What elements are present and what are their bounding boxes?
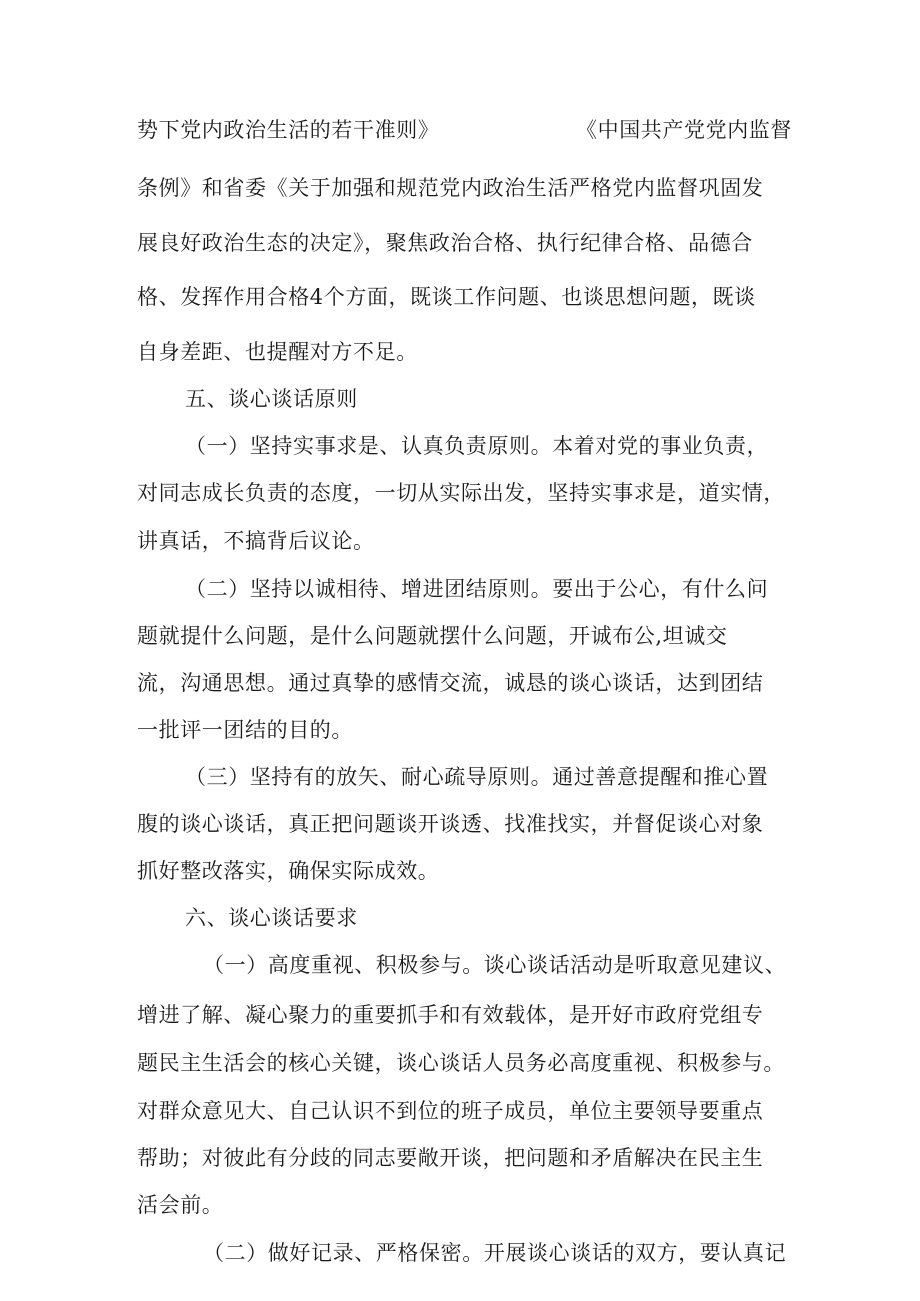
paragraph-line: （一）高度重视、积极参与。谈心谈话活动是听取意见建议、: [203, 953, 787, 977]
paragraph-line: 《中国共产党党内监督: [576, 118, 792, 142]
paragraph-line: 活会前。: [137, 1193, 224, 1217]
paragraph-line: 自身差距、也提醒对方不足。: [137, 340, 418, 364]
paragraph-line: 对群众意见大、自己认识不到位的班子成员，单位主要领导要重点: [137, 1099, 764, 1123]
section-heading: 五、谈心谈话原则: [185, 387, 358, 411]
paragraph-line: 帮助；对彼此有分歧的同志要敞开谈，把问题和矛盾解决在民主生: [137, 1146, 764, 1170]
paragraph-line: 展良好政治生态的决定》，聚焦政治合格、执行纪律合格、品德合: [137, 231, 753, 255]
paragraph-line: 题民主生活会的核心关键，谈心谈话人员务必高度重视、积极参与。: [137, 1051, 785, 1075]
paragraph-line: 一批评一团结的目的。: [137, 718, 353, 742]
paragraph-line: 条例》和省委《关于加强和规范党内政治生活严格党内监督巩固发: [137, 176, 764, 200]
paragraph-line: （二）做好记录、严格保密。开展谈心谈话的双方，要认真记: [203, 1241, 787, 1265]
paragraph-line: 对同志成长负责的态度，一切从实际出发，坚持实事求是，道实情，: [137, 481, 785, 505]
paragraph-line: （二）坚持以诚相待、增进团结原则。要出于公心，有什么问: [185, 577, 769, 601]
paragraph-line: （一）坚持实事求是、认真负责原则。本着对党的事业负责，: [185, 434, 769, 458]
section-heading: 六、谈心谈话要求: [185, 906, 358, 930]
paragraph-line: 势下党内政治生活的若干准则》: [137, 118, 440, 142]
paragraph-line: 腹的谈心谈话，真正把问题谈开谈透、找准找实，并督促谈心对象: [137, 812, 764, 836]
paragraph-line: 流，沟通思想。通过真挚的感情交流，诚恳的谈心谈话，达到团结: [137, 671, 764, 695]
paragraph-line: 题就提什么问题，是什么问题就摆什么问题，开诚布公,坦诚交: [137, 624, 728, 648]
paragraph-line: 抓好整改落实，确保实际成效。: [137, 859, 440, 883]
paragraph-line: （三）坚持有的放矢、耐心疏导原则。通过善意提醒和推心置: [185, 765, 769, 789]
paragraph-line: 讲真话，不搞背后议论。: [137, 529, 375, 553]
paragraph-line: 格、发挥作用合格4个方面，既谈工作问题、也谈思想问题，既谈: [137, 285, 756, 309]
paragraph-line: 增进了解、凝心聚力的重要抓手和有效载体，是开好市政府党组专: [137, 1003, 764, 1027]
